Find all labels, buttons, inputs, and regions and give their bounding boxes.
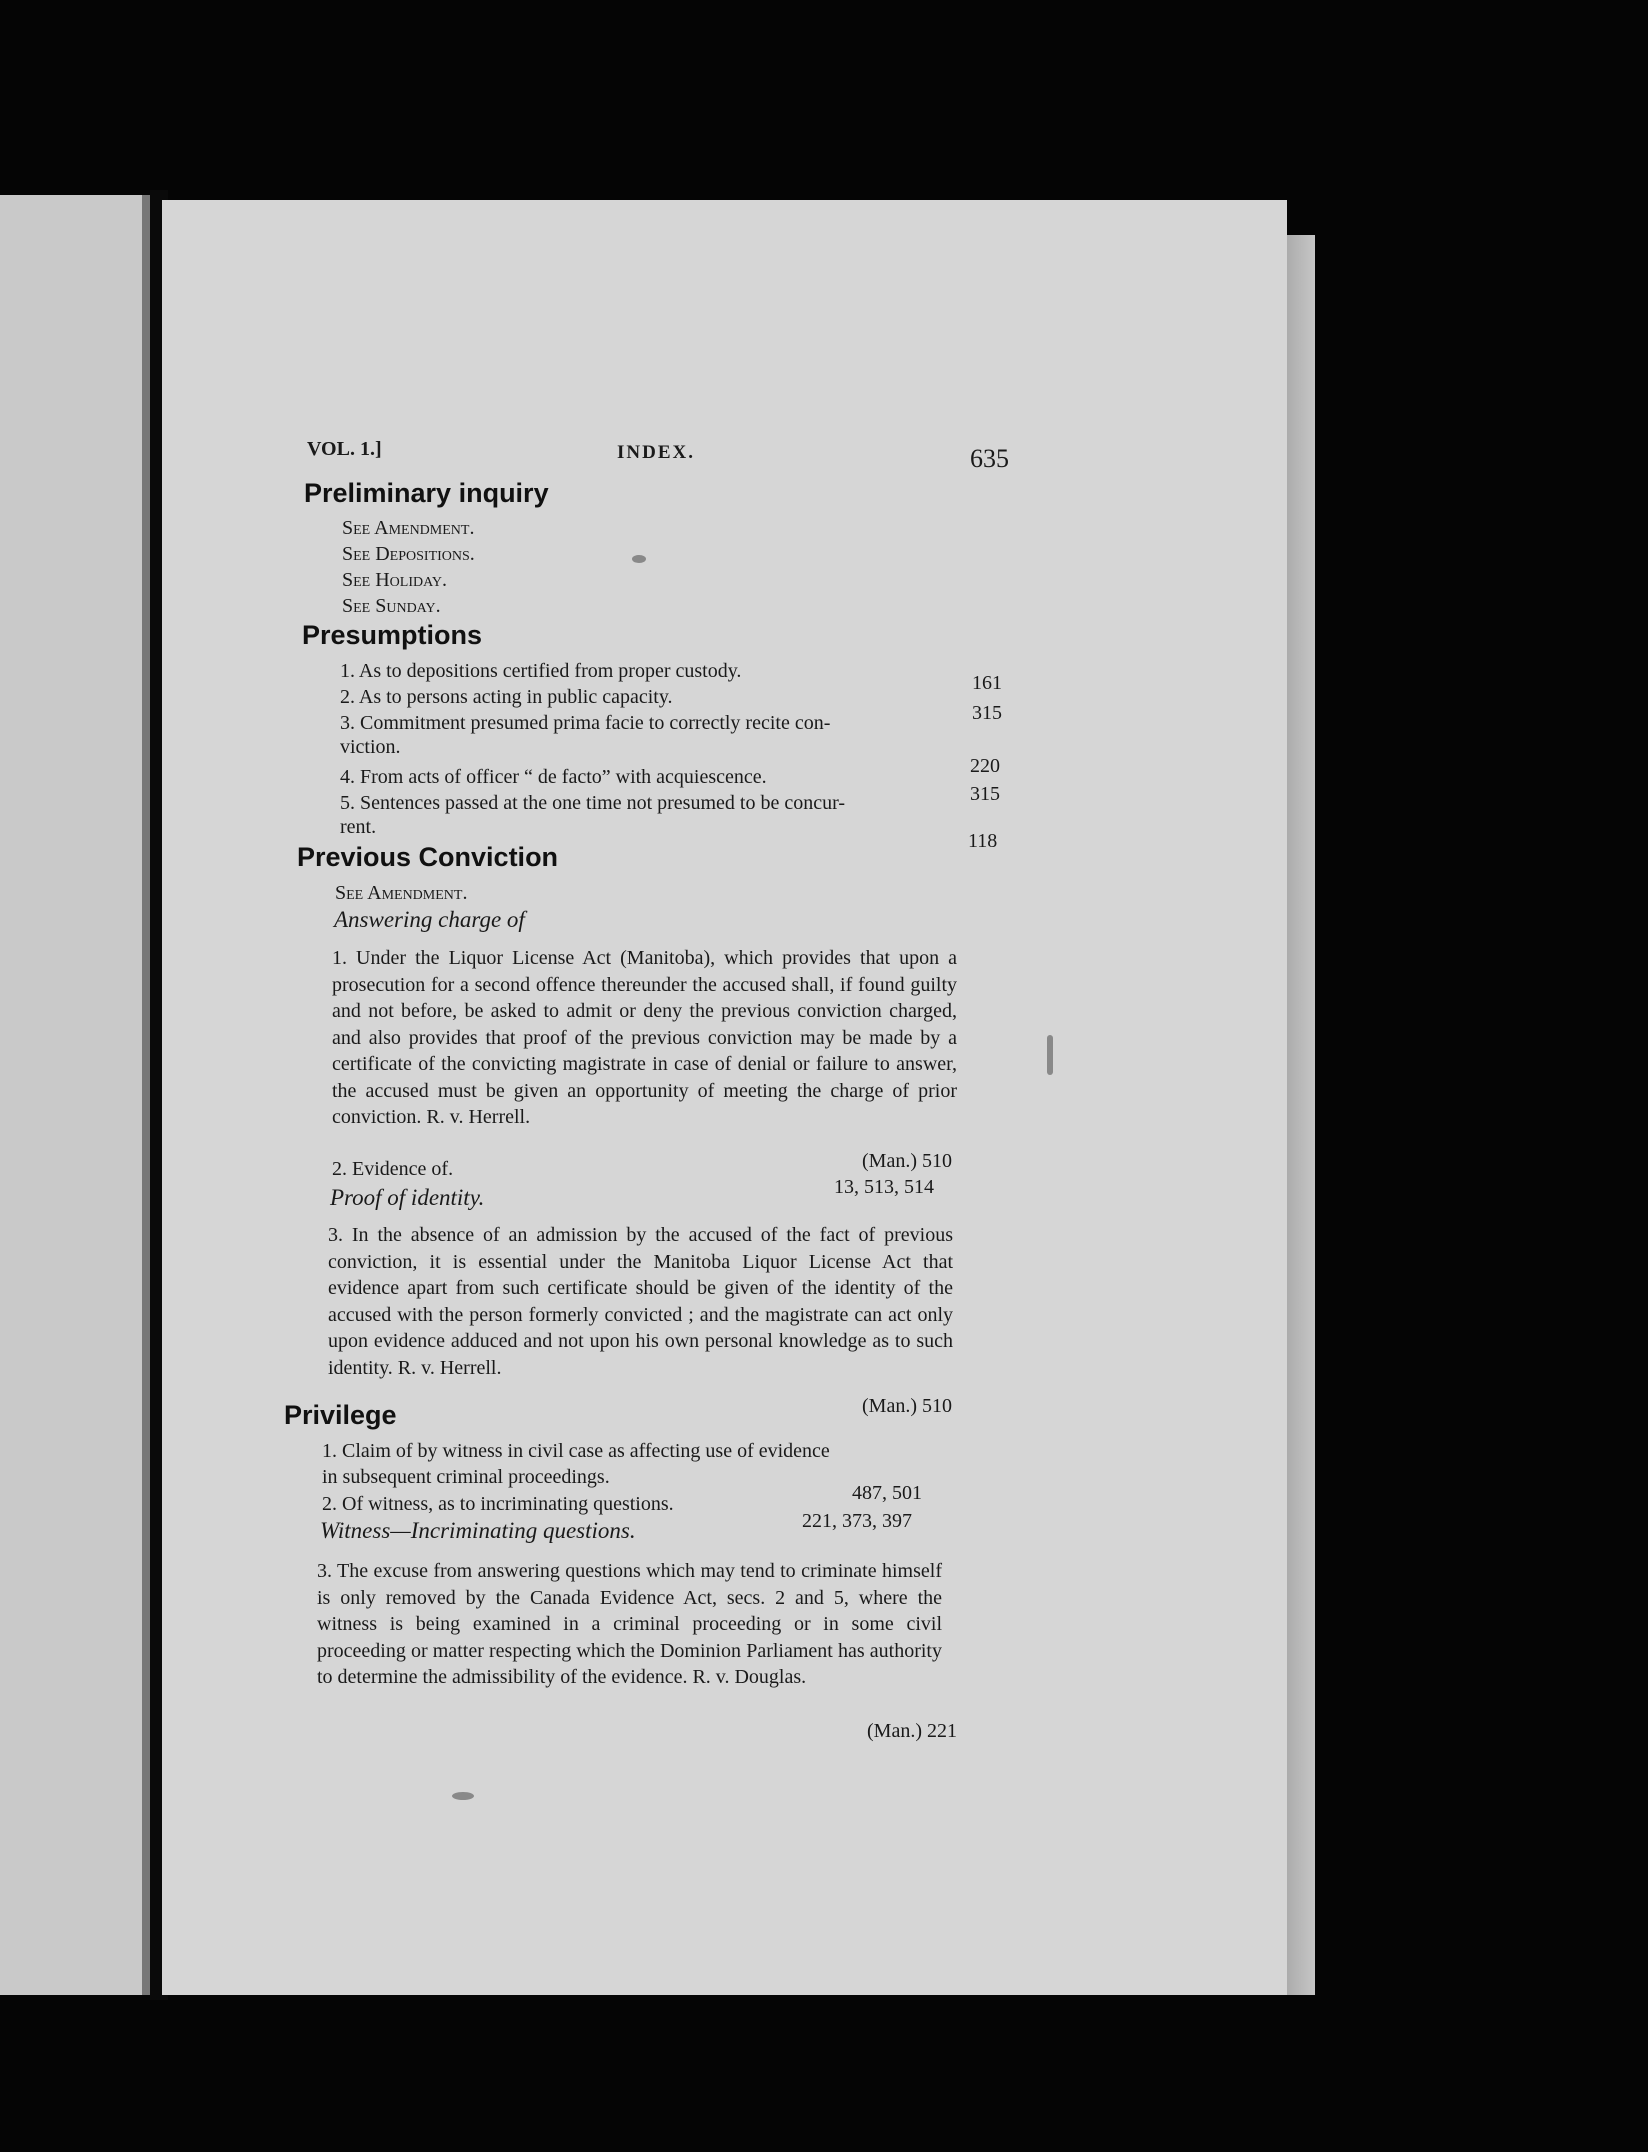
index-entry: 1. As to depositions certified from proper custody. [340, 660, 742, 682]
page-reference: 220 [970, 755, 1000, 777]
volume-label: VOL. 1.] [307, 438, 382, 460]
binding-shadow [142, 195, 150, 1995]
page-content [162, 200, 1287, 1995]
cross-reference: See Holiday. [342, 569, 448, 591]
page-reference: (Man.) 221 [867, 1720, 957, 1742]
subheading-proof-of-identity: Proof of identity. [330, 1185, 485, 1210]
page-reference: 221, 373, 397 [802, 1510, 912, 1532]
index-entry: 1. Claim of by witness in civil case as affecting use of evidence [322, 1440, 830, 1462]
page-title: INDEX. [617, 442, 695, 463]
heading-preliminary-inquiry: Preliminary inquiry [304, 478, 549, 508]
page-reference: 161 [972, 672, 1002, 694]
cross-reference: See Amendment. [342, 517, 475, 539]
page-reference: 315 [970, 783, 1000, 805]
page-reference: (Man.) 510 [862, 1395, 952, 1417]
left-page-edge [0, 195, 150, 1995]
entry-paragraph: 3. The excuse from answering questions which may tend to criminate himself is only removed by the Canada Evidence Act, secs. 2 and 5, where the witness is being examined in a criminal proceeding or in some civil proceeding or matter respecting which the Dominion Parliament has authority to determine the admissibility of the evidence. R. v. Douglas. [317, 1560, 942, 1688]
cross-reference: See Amendment. [335, 882, 468, 904]
index-entry: 2. As to persons acting in public capacity. [340, 686, 673, 708]
running-header [162, 438, 1287, 478]
index-entry: 2. Of witness, as to incriminating questions. [322, 1493, 674, 1515]
page-number: 635 [970, 444, 1009, 473]
page-reference: (Man.) 510 [862, 1150, 952, 1172]
index-entry: 5. Sentences passed at the one time not presumed to be concur- [340, 792, 845, 814]
index-entry: rent. [340, 816, 377, 838]
ink-smudge [452, 1792, 474, 1800]
ink-smudge [632, 555, 646, 563]
page-reference: 13, 513, 514 [834, 1176, 934, 1198]
index-entry: 2. Evidence of. [332, 1158, 454, 1180]
heading-presumptions: Presumptions [302, 620, 483, 650]
index-entry: viction. [340, 736, 401, 758]
entry-paragraph: 1. Under the Liquor License Act (Manitoba), which provides that upon a prosecution for a second offence thereunder the accused shall, if found guilty and not before, be asked to admit or deny the previous conviction charged, and also provides that proof of the previous conviction may be made by a certificate of the convicting magistrate in case of denial or failure to answer, the accused must be given an opportunity of meeting the charge of prior conviction. R. v. Herrell. [332, 947, 957, 1128]
subheading-answering-charge: Answering charge of [334, 907, 525, 932]
index-entry: 3. Commitment presumed prima facie to correctly recite con- [340, 712, 831, 734]
index-entry: in subsequent criminal proceedings. [322, 1466, 610, 1488]
cross-reference: See Depositions. [342, 543, 475, 565]
subheading-witness-incriminating: Witness—Incriminating questions. [320, 1518, 636, 1543]
index-page [162, 200, 1287, 1995]
heading-previous-conviction: Previous Conviction [297, 842, 559, 872]
ink-smudge [1047, 1035, 1053, 1075]
cross-reference: See Sunday. [342, 595, 441, 617]
entry-paragraph: 3. In the absence of an admission by the accused of the fact of previous conviction, it is essential under the Manitoba Liquor License Act that evidence apart from such certificate should be given of the identity of the accused with the person formerly convicted ; and the magistrate can act only upon evidence adduced and not upon his own personal knowledge as to such identity. R. v. Herrell. [328, 1224, 953, 1379]
heading-privilege: Privilege [284, 1400, 397, 1430]
page-reference: 315 [972, 702, 1002, 724]
page-reference: 118 [968, 830, 998, 852]
page-edge-strip [1285, 235, 1315, 1995]
index-entry: 4. From acts of officer “ de facto” with acquiescence. [340, 766, 767, 788]
page-reference: 487, 501 [852, 1482, 922, 1504]
